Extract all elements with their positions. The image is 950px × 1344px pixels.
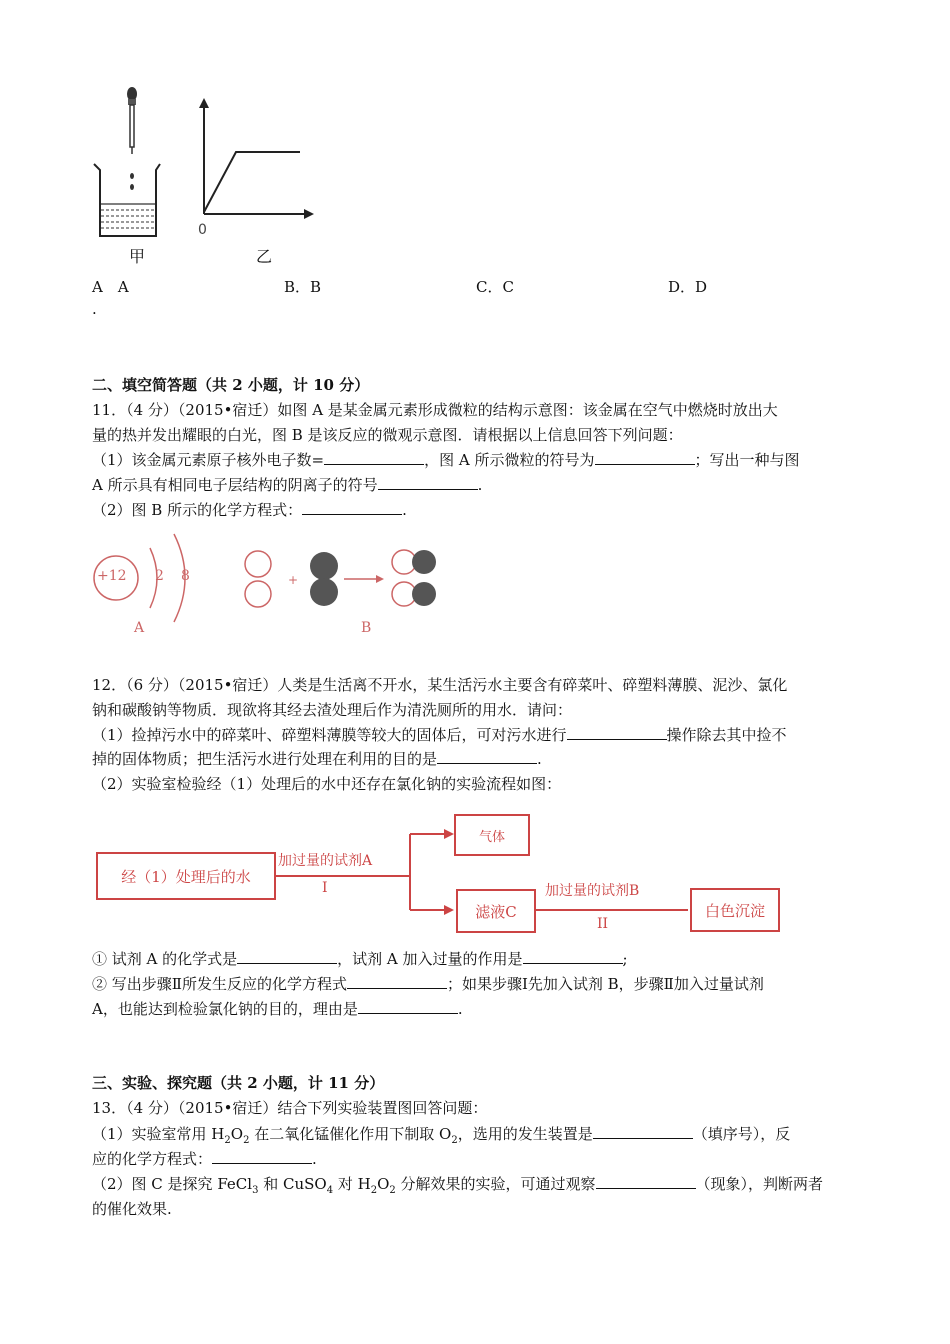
q12-p1-text-b: 操作除去其中捡不 [666,726,787,744]
label-jia: 甲 [129,247,146,266]
flow-filtrate-box: 滤液C [456,889,536,933]
q13-answer-blank-3[interactable] [596,1174,696,1189]
option-c[interactable]: C．C [476,278,514,296]
q13-p2-text-f: （现象），判断两者 [695,1175,824,1193]
q11-p1-text-c: ；写出一种与图 [694,451,800,469]
flow-gas-box: 气体 [454,814,530,856]
q11-p2-text-a: （2）图 B 所示的化学方程式： [92,501,303,519]
q12-answer-blank-1[interactable] [567,725,667,740]
q13-p1-text-c: 在二氧化锰催化作用下制取 O [249,1125,452,1143]
q13-p1-sub2: 2 [243,1135,250,1146]
graph-figure [190,96,320,226]
q13-part1-line2 [92,1148,862,1170]
q12-answer-blank-6[interactable] [358,999,458,1014]
q12-part1-line2 [92,748,862,770]
q13-p2-text-a: （2）图 C 是探究 FeCl [92,1175,253,1193]
q13-answer-blank-2[interactable] [212,1149,312,1164]
q11-p2-text-b: . [402,501,407,519]
q12-line2: 钠和碳酸钠等物质．现欲将其经去渣处理后作为清洗厕所的用水．请问： [92,701,573,719]
beaker-dropper-figure [88,84,178,244]
option-b[interactable]: B．B [284,278,322,296]
q12-sub1 [92,948,862,970]
q13-p2-sub1: 3 [252,1185,259,1196]
q12-part2: （2）实验室检验经（1）处理后的水中还存在氯化钠的实验流程如图： [92,775,562,793]
q12-p1-text-c: 掉的固体物质；把生活污水进行处理在利用的目的是 [92,750,438,768]
q13-line1: 13．（4 分）（2015•宿迁）结合下列实验装置图回答问题： [92,1099,488,1117]
q12-s2-text-c: A，也能达到检验氯化钠的目的，理由是 [92,1000,358,1018]
q13-p1-text-d: ，选用的发生装置是 [457,1125,593,1143]
q12-answer-blank-2[interactable] [437,749,537,764]
q13-p1-text-e: （填序号），反 [692,1125,791,1143]
figure-b-label: B [361,620,372,636]
svg-text:+: + [288,573,299,587]
q12-p1-text-d: . [537,750,542,768]
q13-p1-text-a: （1）实验室常用 H [92,1125,225,1143]
q13-p1-sub3: 2 [451,1135,458,1146]
q12-sub2-line2 [92,998,862,1020]
q12-line1: 12．（6 分）（2015•宿迁）人类是生活离不开水，某生活污水主要含有碎菜叶、碎塑料薄膜、泥沙、氯化 [92,676,788,694]
atom-shell1-label: 2 [155,568,164,584]
q12-s1-text-c: ; [622,950,628,968]
q13-p2-text-c: 对 H [333,1175,371,1193]
q11-p1-text-b: ，图 A 所示微粒的符号为 [424,451,595,469]
q11-line1: 11．（4 分）（2015•宿迁）如图 A 是某金属元素形成微粒的结构示意图：该金属在空气中燃烧时放出大 [92,401,778,419]
option-d[interactable]: D．D [668,278,708,296]
q13-p1-text-f: 应的化学方程式： [92,1150,213,1168]
q13-answer-blank-1[interactable] [593,1124,693,1139]
option-a-dot: . [92,300,97,318]
q12-part1-line1 [92,724,862,746]
q13-p2-text-d: O [377,1175,390,1193]
q12-s1-text-b: ，试剂 A 加入过量的作用是 [337,950,523,968]
label-yi: 乙 [256,247,273,266]
q11-p1-text-d: A 所示具有相同电子层结构的阴离子的符号 [92,476,378,494]
flow-reagent-a-label: 加过量的试剂A [278,853,373,869]
q13-p1-sub1: 2 [224,1135,231,1146]
q13-p1-text-g: . [312,1150,317,1168]
q12-s2-text-d: . [457,1000,463,1018]
q11-answer-blank-4[interactable] [302,500,402,515]
q12-answer-blank-3[interactable] [237,949,337,964]
q12-s2-text-a: ② 写出步骤Ⅱ所发生反应的化学方程式 [92,975,347,993]
micro-reaction-figure [236,544,446,624]
atom-shell2-label: 8 [181,568,190,584]
q11-answer-blank-1[interactable] [324,450,424,465]
q11-p1-text-a: （1）该金属元素原子核外电子数= [92,451,325,469]
q11-part1-line1 [92,449,862,471]
q13-p1-text-b: O [230,1125,244,1143]
q13-p2-text-e: 分解效果的实验，可通过观察 [395,1175,596,1193]
q13-part2-line2: 的催化效果. [92,1200,172,1218]
flow-step1-label: I [322,880,328,896]
section2-heading: 二、填空简答题（共 2 小题，计 10 分） [92,376,370,394]
q12-s2-text-b: ；如果步骤Ⅰ先加入试剂 B，步骤Ⅱ加入过量试剂 [446,975,764,993]
section3-heading: 三、实验、探究题（共 2 小题，计 11 分） [92,1074,385,1092]
flow-reagent-b-label: 加过量的试剂B [545,883,640,899]
q11-line2: 量的热并发出耀眼的白光，图 B 是该反应的微观示意图．请根据以上信息回答下列问题： [92,426,683,444]
q11-p1-text-e: . [477,476,483,494]
q13-p2-text-b: 和 CuSO [258,1175,327,1193]
q12-answer-blank-4[interactable] [523,949,623,964]
q12-p1-text-a: （1）捡掉污水中的碎菜叶、碎塑料薄膜等较大的固体后，可对污水进行 [92,726,567,744]
q12-sub2-line1 [92,973,862,995]
flow-step2-label: II [597,916,609,932]
q11-answer-blank-3[interactable] [378,475,478,490]
q12-s1-text-a: ① 试剂 A 的化学式是 [92,950,238,968]
q12-answer-blank-5[interactable] [347,974,447,989]
q13-p2-sub2: 4 [326,1185,334,1196]
figure-a-label: A [134,620,145,636]
flow-start-box: 经（1）处理后的水 [96,852,276,900]
q13-p2-sub4: 2 [389,1185,396,1196]
q11-part2 [92,499,862,521]
q13-p2-sub3: 2 [370,1185,378,1196]
q11-part1-line2 [92,474,862,496]
q11-answer-blank-2[interactable] [595,450,695,465]
flow-precipitate-box: 白色沉淀 [690,888,780,932]
atom-nucleus-label: +12 [97,568,127,584]
graph-origin: 0 [198,222,207,238]
option-a[interactable]: A A [92,278,129,296]
